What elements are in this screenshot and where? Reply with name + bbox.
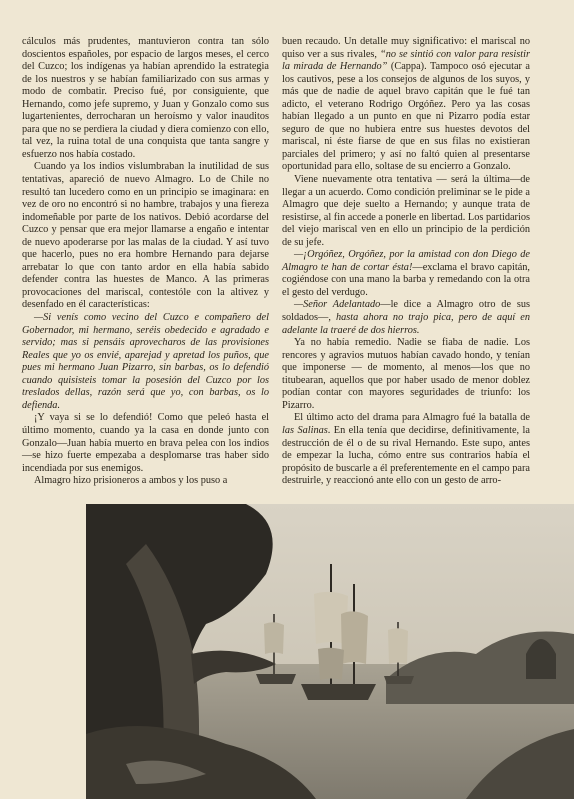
paragraph xyxy=(282,36,530,174)
quote-text: hasta ahora no trajo pica, pero de aquí en adelante la traeré de dos hierros. xyxy=(282,312,530,336)
text-span: buen recaudo. Un detalle muy significativo: el mariscal no quiso ver a sus rivales, xyxy=(282,36,530,60)
paragraph xyxy=(282,412,530,487)
quoted-speech xyxy=(282,299,530,337)
battle-name: las Salinas xyxy=(282,424,328,436)
quoted-speech xyxy=(22,312,269,412)
text-span: El último acto del drama para Almagro fué la batalla de xyxy=(294,412,530,424)
quoted-speech xyxy=(282,249,530,299)
text-span: —exclama el bravo capitán, cogiéndose con una mano la barba y remedando con la otra el gesto del verdugo. xyxy=(282,261,530,298)
paragraph: Almagro hizo prisioneros a ambos y los puso a xyxy=(34,475,228,487)
left-text-column xyxy=(22,36,269,488)
paragraph: cálculos más prudentes, mantuvieron contra tan sólo doscientos españoles, por espacio de largos meses, el cerco del Cuzco; los indígenas ya habían aprendido la estrategia de los nuestros y se habían familiarizado con sus armas y modo de combatir. Preciso fué, por consiguiente, que Hernando, como jefe supremo, y Juan y Gonzalo como sus lugartenientes, derrocharan un heroísmo y valor inauditos para que no se perdiera la ciudad y diera comienzo con ello, tal vez, la ruina total de una conquista que tanta sangre y esfuerzo nos había costado. xyxy=(22,36,270,160)
text-span: (Cappa). Tampoco osó ejecutar a los cautivos, pese a los consejos de algunos de los suyos, y más que de nadie de aquel bravo capitán que le fué tan adicto, el veterano Rodrigo Orgóñez. Pero ya las cosas habían llegado a un punto en que ni Pizarro podía estar seguro de que no hubiera entre sus huestes devotos del mariscal, ni éste fiarse de que en sus filas no existieran parciales del primero; y así no faltó quien al presentarse oportunidad para ello, soltase de su encierro a Gonzalo. xyxy=(282,61,531,173)
text-span: —le dice a Almagro otro de sus soldados—, xyxy=(282,299,530,324)
quote-text: —¡Orgóñez, Orgóñez, por la amistad con don Diego de Almagro te han de cortar ésta! xyxy=(282,249,530,273)
quote-text: “no se sintió con valor para resistir la mirada de Hernando” xyxy=(282,48,530,73)
right-text-column xyxy=(282,36,530,488)
illustration-sailing-ships xyxy=(86,504,574,799)
paragraph: ¡Y vaya si se lo defendió! Como que peleó hasta el último momento, cuando ya la casa en donde junto con Gonzalo—Juan había muerto en brava pelea con los indios—se hizo fuerte empezaba a desplomarse tras haber sido incendiada por sus enemigos. xyxy=(22,412,269,474)
quote-text: —Si venís como vecino del Cuzco e compañero del Gobernador, mi hermano, seréis obedecido e agradado e servido; mas si pensáis aprovecharos de las provisiones Reales que yo os envié, aparejad y apretad los puños, que pues mi hermano Juan Pizarro, sin barbas, os lo defendió cuando quisisteis tomar la posesión del Cuzco por los treslados dellas, razón será que yo, con barbas, os lo defienda. xyxy=(22,312,269,411)
paragraph: Viene nuevamente otra tentativa — será la última—de llegar a un acuerdo. Como condición preliminar se le pide a Almagro que deje suelto a Hernando; y aunque trata de resistirse, al fin accede a ponerle en libertad. Los partidarios del viejo mariscal ven en ello un principio de la perdición de su jefe. xyxy=(282,174,530,248)
text-span: . En ella tenía que decidirse, definitivamente, la destrucción de él o de su rival Hernando. Este supo, antes de empezar la lucha, cómo entre sus contrarios había el propósito de buscarle a él preferentemente en el campo para destruirle, y reaccionó ante ello con un gesto de arro- xyxy=(282,424,530,487)
paragraph: Cuando ya los indios vislumbraban la inutilidad de sus tentativas, apareció de nuevo Almagro. Lo de Chile no resultó tan lucedero como en un principio se imaginara: en vez de oro no encontró si no hambre, trabajos y una fiereza indomeñable por parte de los nativos. Debió acordarse del Cuzco y pensar que era mejor llamarse a engaño e intentar de nuevo apoderarse por las malas de la ciudad. Y así tuvo que hacerlo, pues no era hombre Hernando para dejarse arrebatar lo que con tanto ardor en ella había sabido defender contra las huestes de Manco. A las primeras provocaciones del mariscal, contestóle con la altivez y desenfado en él características: xyxy=(22,161,269,311)
paragraph: Ya no había remedio. Nadie se fiaba de nadie. Los rencores y agravios mutuos habían cavado hondo, y tenían que imponerse — de momento, al menos—los que no titubearan, aquellos que por haber usado de menor doblez podían contar con mayores seguridades de triunfo: los Pizarro. xyxy=(282,337,530,411)
quote-text: —Señor Adelantado xyxy=(294,299,381,311)
